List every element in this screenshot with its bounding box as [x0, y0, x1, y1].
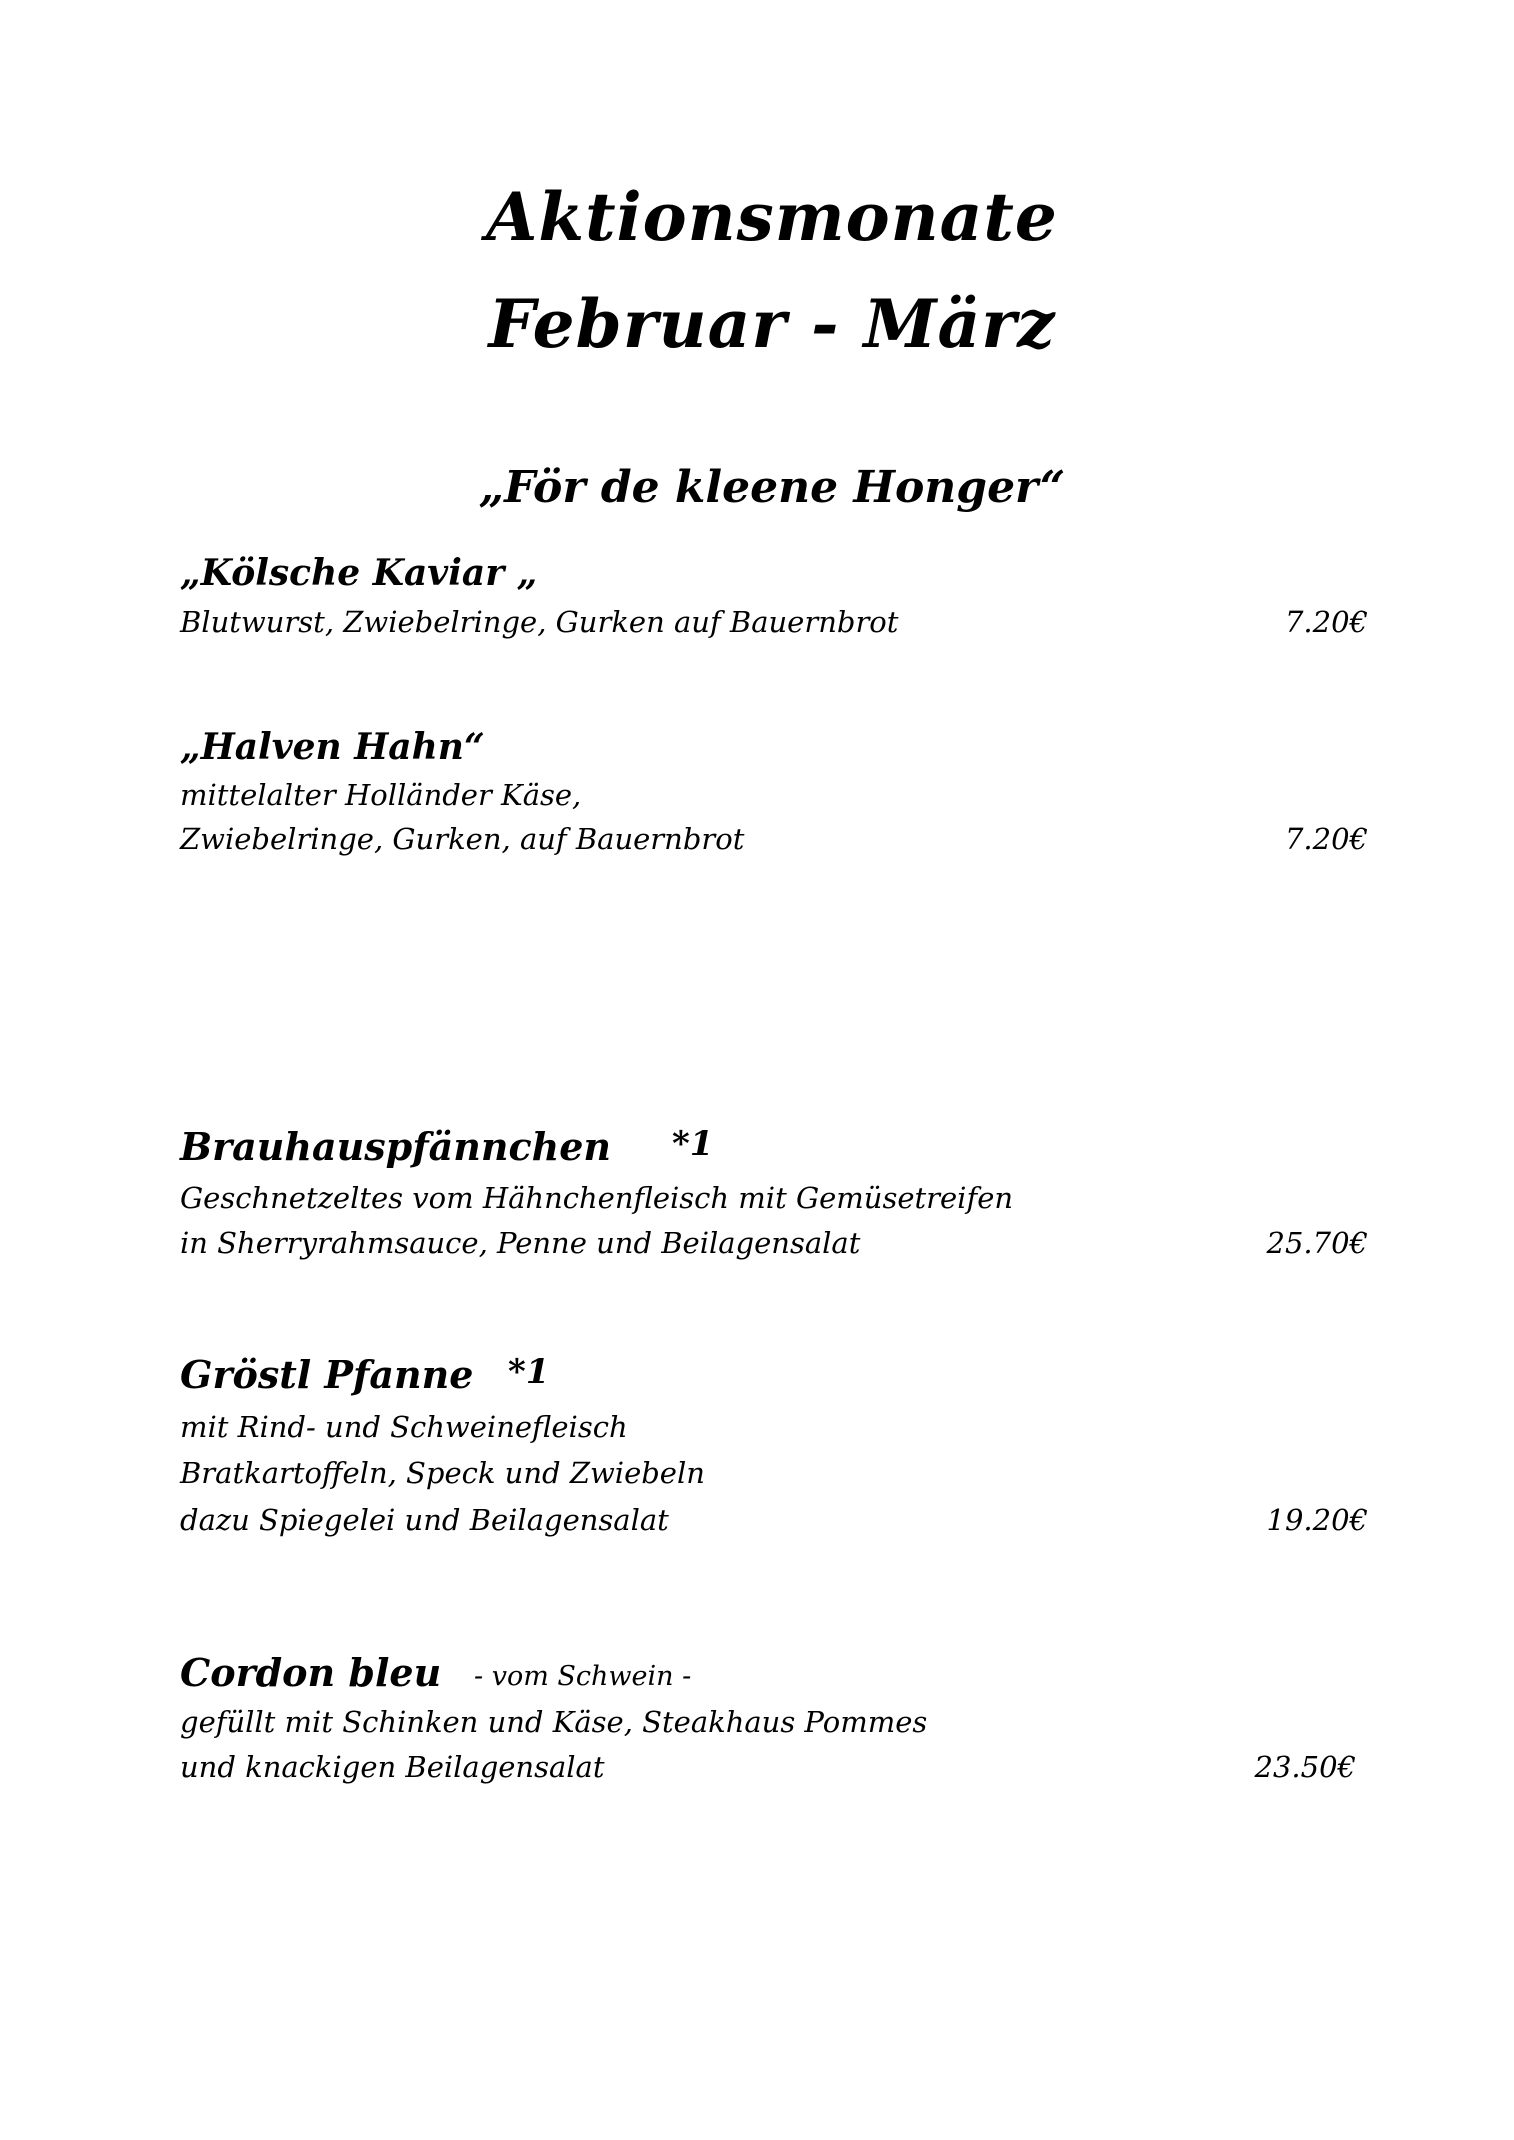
- item-badge: *1: [672, 1124, 714, 1164]
- item-price: 25.70€: [1266, 1226, 1368, 1260]
- item-price: 7.20€: [1284, 822, 1368, 856]
- item-name-halven-hahn: „Halven Hahn“: [180, 726, 485, 768]
- item-name-groestl-pfanne: Gröstl Pfanne: [180, 1352, 474, 1397]
- item-desc-line: mit Rind- und Schweinefleisch: [180, 1410, 628, 1444]
- item-desc-line: mittelalter Holländer Käse,: [180, 778, 582, 812]
- item-desc-line: dazu Spiegelei und Beilagensalat: [180, 1503, 669, 1537]
- item-name-koelsche-kaviar: „Kölsche Kaviar „: [180, 552, 538, 594]
- item-badge: *1: [508, 1352, 550, 1392]
- item-desc-line: Geschnetzeltes vom Hähnchenfleisch mit Gemüsetreifen: [180, 1181, 1014, 1215]
- item-desc-line: in Sherryrahmsauce, Penne und Beilagensalat: [180, 1226, 861, 1260]
- item-desc-line: Bratkartoffeln, Speck und Zwiebeln: [180, 1456, 705, 1490]
- item-price: 7.20€: [1284, 605, 1368, 639]
- item-desc-line: und knackigen Beilagensalat: [180, 1750, 605, 1784]
- section-heading: „För de kleene Honger“: [478, 462, 1066, 513]
- item-price: 19.20€: [1266, 1503, 1368, 1537]
- item-name-brauhauspfaennchen: Brauhauspfännchen: [180, 1124, 612, 1169]
- item-price: 23.50€: [1254, 1750, 1356, 1784]
- item-desc-line: Zwiebelringe, Gurken, auf Bauernbrot: [180, 822, 745, 856]
- page-title-line1: Aktionsmonate: [486, 178, 1058, 256]
- item-subnote: - vom Schwein -: [474, 1661, 692, 1692]
- item-name-cordon-bleu: Cordon bleu: [180, 1650, 442, 1695]
- page-title-line2: Februar - März: [488, 285, 1056, 363]
- item-desc-line: gefüllt mit Schinken und Käse, Steakhaus Pommes: [180, 1705, 928, 1739]
- item-desc-line: Blutwurst, Zwiebelringe, Gurken auf Bauernbrot: [180, 605, 899, 639]
